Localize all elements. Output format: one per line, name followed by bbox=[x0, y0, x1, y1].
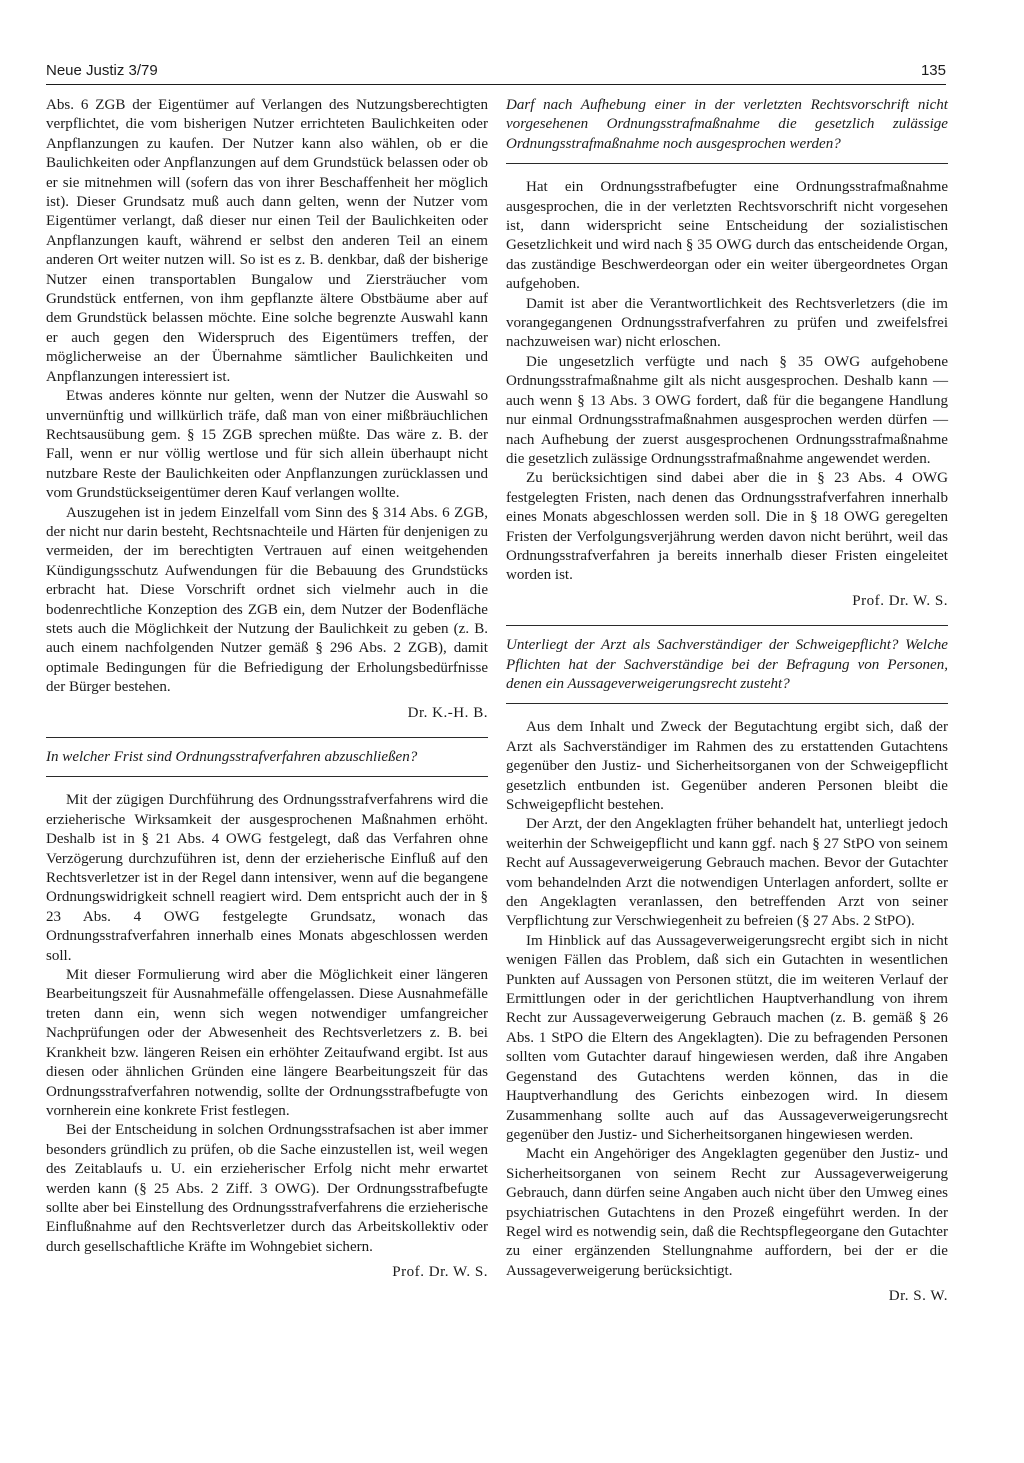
question-rule-bottom bbox=[46, 776, 488, 777]
question-rule-bottom bbox=[506, 163, 948, 164]
author-signature: Prof. Dr. W. S. bbox=[392, 1264, 488, 1281]
paragraph: Macht ein Angehöriger des Angeklagten gegenüber den Justiz- und Sicherheitsorganen von seinem Recht zur Aussageverweigerung Gebrauch, dann dürfen seine Angaben auch nicht über den Umweg eines psychiatrischen Gutachtens in den Prozeß eingeführt werden. In der Regel wird es notwendig sein, daß die Rechtspflegeorgane den Gutachter zu einer ergänzenden Stellungnahme auffordern, bei der er die Aussageverweigerung berücksichtigt. bbox=[506, 1146, 948, 1279]
paragraph: Damit ist aber die Verantwortlichkeit des Rechtsverletzers (die im vorangegangenen Ordnungsstrafverfahren zu prüfen und zweifelsfrei nachzuweisen war) nicht erloschen. bbox=[506, 295, 948, 351]
paragraph: Mit der zügigen Durchführung des Ordnungsstrafverfahrens wird die erzieherische Wirksamkeit der ausgesprochenen Maßnahmen erhöht. Deshalb ist in § 21 Abs. 4 OWG festgelegt, daß das Verfahren ohne Verzögerung durchzuführen ist, denn der erzieherische Einfluß auf den Rechtsverletzer ist in der Regel dann intensiver, wenn auf die begangene Ordnungswidrigkeit schnell reagiert wird. Dem entspricht auch der in § 23 Abs. 4 OWG festgelegte Grundsatz, wonach das Ordnungsstrafverfahren innerhalb eines Monats abgeschlossen werden soll. bbox=[46, 792, 488, 964]
paragraph: Abs. 6 ZGB der Eigentümer auf Verlangen des Nutzungsberechtigten verpflichtet, die vom bisherigen Nutzer errichteten Baulichkeiten oder Anpflanzungen zu kaufen. Der Nutzer kann also wählen, ob er die Baulichkeiten oder Anpflanzungen auf dem Grundstück belassen oder ob er sie mitnehmen will (sofern das von ihrer Beschaffenheit her möglich ist). Dieser Grundsatz muß auch dann gelten, wenn der Nutzer vom Eigentümer verlangt, daß dieser nur einen Teil der Baulichkeiten oder Anpflanzungen kauft, während er selbst den anderen Teil an einem anderen Ort weiter nutzen will. So ist es z. B. denkbar, daß der bisherige Nutzer einen transportablen Bungalow und Ziersträucher vom Grundstück entfernen, von ihm gepflanzte ältere Obstbäume aber auf dem Grundstück belassen möchte. Eine solche begrenzte Auswahl kann er auch gegen den Widerspruch des Eigentümers treffen, der möglicherweise an der Übernahme sämtlicher Baulichkeiten und Anpflanzungen interessiert ist. bbox=[46, 97, 488, 385]
paragraph: Der Arzt, der den Angeklagten früher behandelt hat, unterliegt jedoch weiterhin der Schweigepflicht und kann ggf. nach § 27 StPO von seinem Recht auf Aussageverweigerung Gebrauch machen. Bevor der Gutachter vom behandelnden Arzt die notwendigen Unterlagen anfordert, sollte er den Angeklagten veranlassen, den betreffenden Arzt von seiner Verpflichtung zur Verschwiegenheit zu befreien (§ 27 Abs. 2 StPO). bbox=[506, 816, 948, 930]
paragraph: Aus dem Inhalt und Zweck der Begutachtung ergibt sich, daß der Arzt als Sachverständiger im Rahmen des zu erstattenden Gutachtens gegenüber den Justiz- und Sicherheitsorganen von der Schweigepflicht gesetzlich entbunden ist. Gegenüber anderen Personen bleibt die Schweigepflicht bestehen. bbox=[506, 719, 948, 813]
question-rule-bottom bbox=[506, 703, 948, 704]
paragraph: Auszugehen ist in jedem Einzelfall vom Sinn des § 314 Abs. 6 ZGB, der nicht nur darin besteht, Rechtsnachteile und Härten für denjenigen zu vermeiden, der im berechtigten Vertrauen auf einen weitgehenden Kündigungsschutz Aufwendungen für die Bebauung des Grundstücks erbracht hat. Diese Vorschrift ordnet sich vielmehr auch in die bodenrechtliche Konzeption des ZGB ein, dem Nutzer der Bodenfläche stets auch die Möglichkeit der Nutzung der Baulichkeit zu geben (z. B. auch einem nachfolgenden Nutzer gemäß § 296 Abs. 2 ZGB), damit optimale Bedingungen für die Befriedigung der Erholungsbedürfnisse der Bürger bestehen. bbox=[46, 504, 488, 696]
page-number: 135 bbox=[920, 62, 946, 79]
author-signature: Dr. K.-H. B. bbox=[407, 704, 488, 721]
question-rule-top bbox=[506, 625, 948, 626]
author-signature: Prof. Dr. W. S. bbox=[852, 592, 948, 609]
paragraph: Hat ein Ordnungsstrafbefugter eine Ordnungsstrafmaßnahme ausgesprochen, die in der verletzten Rechtsvorschrift nicht vorgesehen ist, dann widerspricht seine Entscheidung der sozialistischen Gesetzlichkeit und wird nach § 35 OWG durch das entscheidende Organ, das zuständige Beschwerdeorgan oder ein weiter übergeordnetes Organ aufgehoben. bbox=[506, 179, 948, 293]
page-header bbox=[46, 62, 946, 86]
question-heading: Darf nach Aufhebung einer in der verletzten Rechtsvorschrift nicht vorgesehenen Ordnungsstrafmaßnahme die gesetzlich zulässige Ordnungsstrafmaßnahme noch ausgesprochen werden? bbox=[506, 97, 948, 152]
paragraph: Die ungesetzlich verfügte und nach § 35 OWG aufgehobene Ordnungsstrafmaßnahme gilt als nicht ausgesprochen. Deshalb kann — auch wenn § 13 Abs. 3 OWG fordert, daß für die begangene Handlung nur einmal Ordnungsstrafmaßnahmen ausgesprochen werden dürfen — nach Aufhebung der zuerst ausgesprochenen Ordnungsstrafmaßnahme die gesetzlich zulässige Ordnungsstrafmaßnahme angewendet werden. bbox=[506, 353, 948, 467]
right-column bbox=[506, 96, 948, 1307]
paragraph: Im Hinblick auf das Aussageverweigerungsrecht ergibt sich in nicht wenigen Fällen das Problem, daß sich ein Gutachten in wesentlichen Punkten auf Aussagen von Personen stützt, die im weiteren Verlauf der Ermittlungen oder in der gerichtlichen Hauptverhandlung von ihrem Recht zur Aussageverweigerung Gebrauch machen (z. B. gemäß § 26 Abs. 1 StPO die Eltern des Angeklagten). Die zu befragenden Personen sollten vom Gutachter darauf hingewiesen werden, daß ihre Angaben Gegenstand des Gutachtens werden können, das in die Hauptverhandlung des Gerichts einbezogen wird. In diesem Zusammenhang sollte auch auf das Aussageverweigerungsrecht gegenüber den Justiz- und Sicherheitsorganen hingewiesen werden. bbox=[506, 932, 948, 1143]
paragraph: Zu berücksichtigen sind dabei aber die in § 23 Abs. 4 OWG festgelegten Fristen, nach denen das Ordnungsstrafverfahren innerhalb eines Monats abgeschlossen werden soll. Die in § 18 OWG geregelten Fristen der Verfolgungsverjährung werden davon nicht berührt, weil das Ordnungsstrafverfahren ja bereits innerhalb dieser Fristen eingeleitet worden ist. bbox=[506, 470, 948, 584]
question-rule-top bbox=[46, 737, 488, 738]
left-column bbox=[46, 96, 488, 1283]
paragraph: Etwas anderes könnte nur gelten, wenn der Nutzer die Auswahl so unvernünftig und willkürlich träfe, daß man von einer mißbräuchlichen Rechtsausübung gem. § 15 ZGB sprechen müßte. Das wäre z. B. der Fall, wenn er nur völlig wertlose und für sich allein überhaupt nicht nutzbare Reste der Baulichkeiten oder Anpflanzungen zurücklassen und vom Grundstückseigentümer deren Kauf verlangen wollte. bbox=[46, 388, 488, 502]
paragraph: Mit dieser Formulierung wird aber die Möglichkeit einer längeren Bearbeitungszeit für Ausnahmefälle offengelassen. Diese Ausnahmefälle treten dann ein, wenn sich wegen notwendiger umfangreicher Nachprüfungen oder der Abwesenheit des Rechtsverletzers z. B. bei Krankheit bzw. längeren Reisen ein erhöhter Zeitaufwand ergibt. Ist aus diesen oder ähnlichen Gründen eine längere Bearbeitungszeit für das Ordnungsstrafverfahren notwendig, sollte der Ordnungsstrafbefugte von vornherein eine konkrete Frist festlegen. bbox=[46, 967, 488, 1119]
paragraph: Bei der Entscheidung in solchen Ordnungsstrafsachen ist aber immer besonders gründlich zu prüfen, ob die Sache einzustellen ist, weil wegen des Zeitablaufs u. U. ein erzieherischer Erfolg nicht mehr erwartet werden kann (§ 25 Abs. 2 Ziff. 3 OWG). Der Ordnungsstrafbefugte sollte aber bei Einstellung des Ordnungsstrafverfahrens die erzieherische Einflußnahme auf den Rechtsverletzer durch das Arbeitskollektiv oder durch gesellschaftliche Kräfte im Wohngebiet sichern. bbox=[46, 1122, 488, 1255]
question-heading: In welcher Frist sind Ordnungsstrafverfahren abzuschließen? bbox=[46, 749, 418, 765]
header-rule bbox=[46, 84, 946, 85]
journal-title: Neue Justiz 3/79 bbox=[46, 62, 158, 79]
author-signature: Dr. S. W. bbox=[888, 1288, 948, 1305]
question-heading: Unterliegt der Arzt als Sachverständiger der Schweigepflicht? Welche Pflichten hat der Sachverständige bei der Befragung von Personen, denen ein Aussageverweigerungsrecht zusteht? bbox=[506, 637, 948, 692]
